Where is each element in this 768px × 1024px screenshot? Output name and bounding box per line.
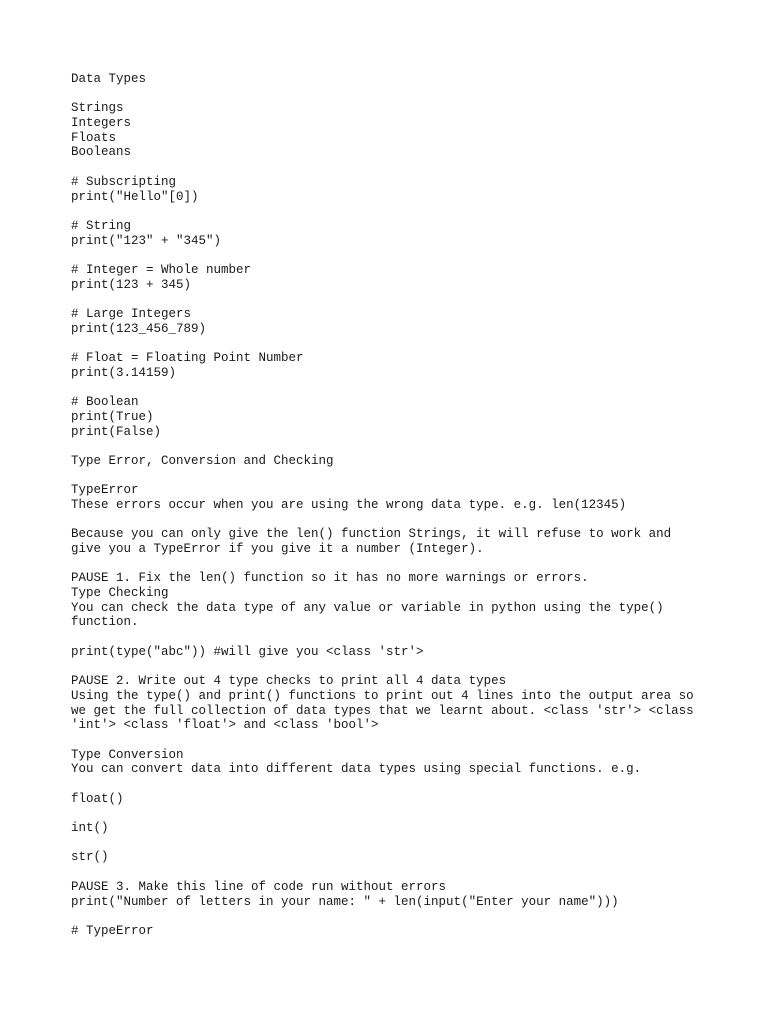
blank-line <box>71 733 731 748</box>
text-line: 'int'> <class 'float'> and <class 'bool'> <box>71 718 379 733</box>
text-line: print(123_456_789) <box>71 321 207 336</box>
text-line: we get the full collection of data types that we learnt about. <class 'str'> <class <box>71 703 694 718</box>
blank-line <box>71 909 731 924</box>
text-line: Integers <box>71 116 132 131</box>
blank-line <box>71 336 731 351</box>
text-line: int() <box>71 821 109 836</box>
blank-line <box>71 292 731 307</box>
blank-line <box>71 248 731 263</box>
text-line: # Float = Floating Point Number <box>71 351 304 366</box>
text-line: Type Error, Conversion and Checking <box>71 453 334 468</box>
text-line: You can check the data type of any value or variable in python using the type() <box>71 600 664 615</box>
text-line: print(True) <box>71 409 154 424</box>
text-line: Using the type() and print() functions to print out 4 lines into the output area so <box>71 688 694 703</box>
blank-line <box>71 160 731 175</box>
blank-line <box>71 439 731 454</box>
text-line: # String <box>71 218 132 233</box>
text-line: print(type("abc")) #will give you <class 'str'> <box>71 644 424 659</box>
text-line: # TypeError <box>71 923 154 938</box>
text-line: print("Number of letters in your name: " + len(input("Enter your name"))) <box>71 894 619 909</box>
blank-line <box>71 469 731 484</box>
text-line: PAUSE 2. Write out 4 type checks to print all 4 data types <box>71 674 507 689</box>
text-line: TypeError <box>71 483 139 498</box>
blank-line <box>71 806 731 821</box>
text-line: give you a TypeError if you give it a number (Integer). <box>71 542 484 556</box>
blank-line <box>71 777 731 792</box>
blank-line <box>71 865 731 880</box>
blank-line <box>71 87 731 102</box>
blank-line <box>71 513 731 528</box>
text-line: float() <box>71 791 124 806</box>
blank-line <box>71 380 731 395</box>
text-line: print(123 + 345) <box>71 277 192 292</box>
text-line: print("123" + "345") <box>71 233 222 248</box>
blank-line <box>71 630 731 645</box>
text-line: Type Conversion <box>71 747 184 762</box>
text-line: Type Checking <box>71 586 169 601</box>
document-page <box>71 72 731 939</box>
blank-line <box>71 557 731 572</box>
text-line: function. <box>71 615 139 630</box>
text-line: print(False) <box>71 424 162 439</box>
text-line: PAUSE 3. Make this line of code run without errors <box>71 879 447 894</box>
text-line: PAUSE 1. Fix the len() function so it has no more warnings or errors. <box>71 571 589 586</box>
text-line: str() <box>71 850 109 865</box>
text-line: # Subscripting <box>71 174 177 189</box>
text-line: You can convert data into different data types using special functions. e.g. <box>71 762 642 777</box>
text-line: # Large Integers <box>71 307 192 321</box>
blank-line <box>71 836 731 851</box>
text-line: # Boolean <box>71 395 139 410</box>
text-line: print(3.14159) <box>71 365 177 380</box>
text-line: print("Hello"[0]) <box>71 189 199 204</box>
text-line: # Integer = Whole number <box>71 262 252 277</box>
text-line: Floats <box>71 130 117 145</box>
blank-line <box>71 660 731 675</box>
text-line: Strings <box>71 101 124 116</box>
text-line: Data Types <box>71 72 147 86</box>
text-line: Because you can only give the len() function Strings, it will refuse to work and <box>71 527 672 542</box>
blank-line <box>71 204 731 219</box>
text-line: These errors occur when you are using the wrong data type. e.g. len(12345) <box>71 497 627 512</box>
text-line: Booleans <box>71 145 132 160</box>
